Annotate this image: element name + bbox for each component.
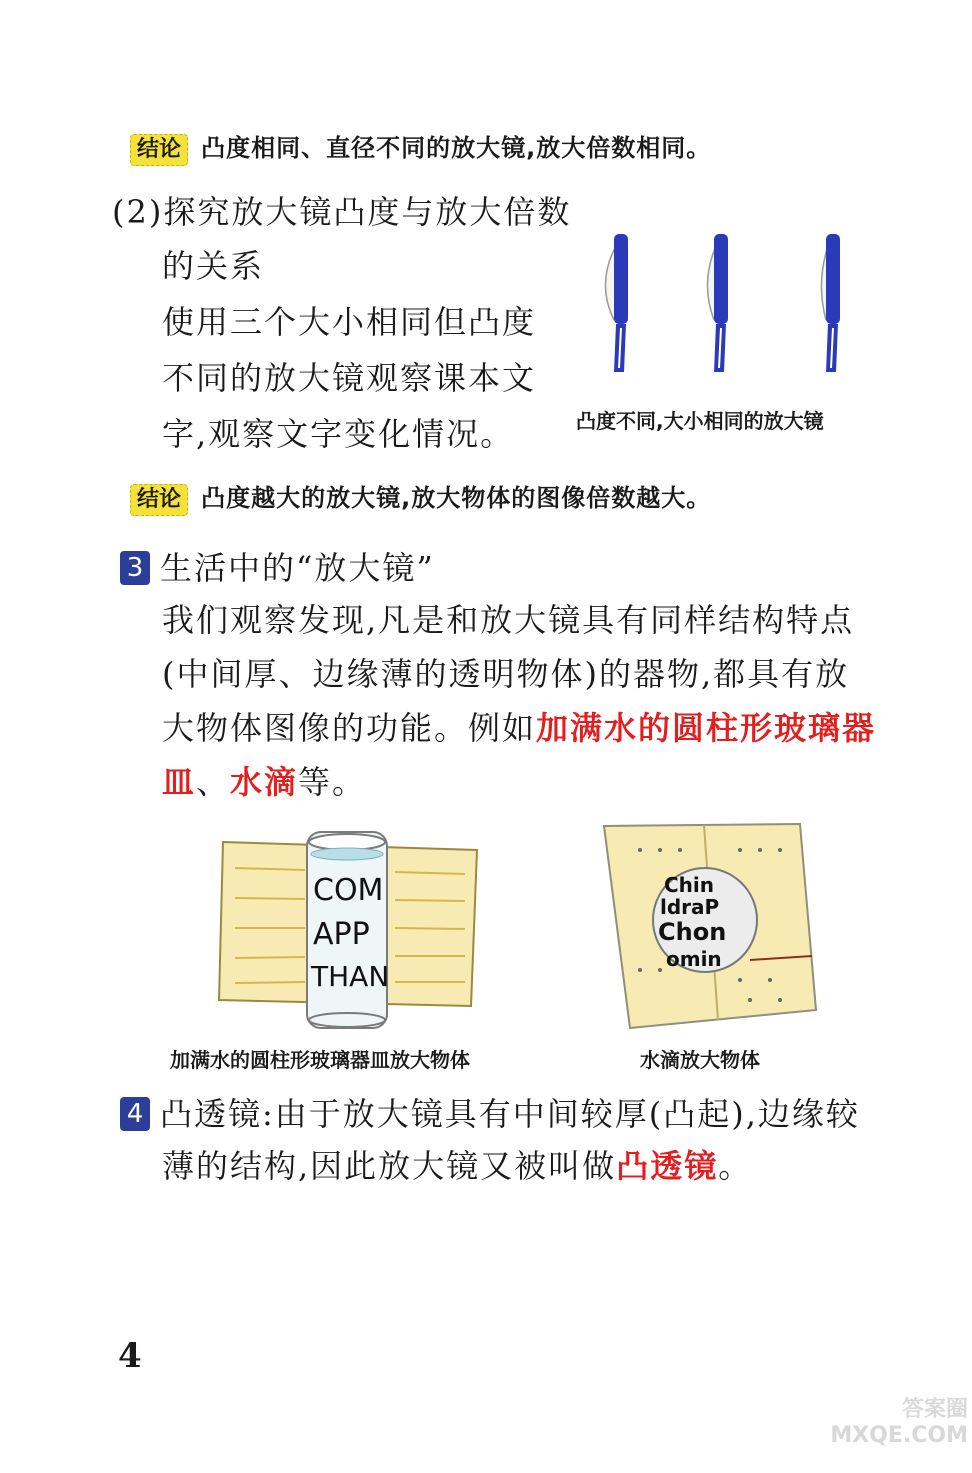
drop-text: Chon: [658, 918, 727, 946]
paragraph-text: 大物体图像的功能。例如: [162, 709, 537, 747]
conclusion-text: 凸度越大的放大镜,放大物体的图像倍数越大。: [201, 484, 712, 512]
glass-caption: 加满水的圆柱形玻璃器皿放大物体: [170, 1048, 470, 1072]
drop-text: Chin: [664, 873, 715, 897]
section-3-paragraph: (中间厚、边缘薄的透明物体)的器物,都具有放: [162, 655, 850, 693]
section-3-paragraph: [162, 700, 876, 756]
section-4-text: [162, 1138, 752, 1194]
watermark: 答案圈 MXQE.COM: [830, 1397, 968, 1448]
magnifier-1: [605, 234, 628, 372]
highlight-text: 加满水的圆柱形玻璃器: [536, 709, 877, 747]
section-2-text: 使用三个大小相同但凸度: [162, 303, 537, 341]
section-2-heading: (2)探究放大镜凸度与放大倍数: [112, 193, 572, 231]
highlight-text: 凸透镜: [616, 1147, 719, 1185]
page-number: 4: [118, 1336, 142, 1376]
magnifier-2: [707, 234, 728, 372]
glass-text: COM: [313, 873, 384, 908]
section-title: 生活中的“放大镜”: [160, 549, 435, 587]
drop-text: ldraP: [660, 895, 720, 919]
paragraph-text: 。: [718, 1147, 753, 1185]
water-drop-illustration: [600, 820, 825, 1035]
glass-text: THAN: [311, 960, 390, 993]
conclusion-1: [130, 128, 711, 166]
paragraph-text: 薄的结构,因此放大镜又被叫做: [162, 1147, 617, 1185]
highlight-text: 皿: [162, 763, 197, 801]
conclusion-text: 凸度相同、直径不同的放大镜,放大倍数相同。: [201, 134, 712, 162]
section-2-text: 的关系: [162, 247, 265, 285]
section-2-text: 字,观察文字变化情况。: [162, 415, 515, 453]
conclusion-2: [130, 478, 711, 516]
conclusion-tag: 结论: [130, 134, 188, 166]
section-number: 4: [120, 1097, 150, 1131]
section-3-paragraph: [162, 754, 366, 810]
section-3-paragraph: 我们观察发现,凡是和放大镜具有同样结构特点: [162, 601, 855, 639]
water-glass-illustration: [215, 828, 485, 1033]
section-4-heading: [120, 1086, 860, 1142]
conclusion-tag: 结论: [130, 484, 188, 516]
section-2-text: 不同的放大镜观察课本文: [162, 359, 537, 397]
paragraph-text: 、: [196, 763, 231, 801]
highlight-text: 水滴: [230, 763, 299, 801]
magnifier-3: [821, 234, 840, 372]
drop-text: omin: [666, 947, 722, 971]
glass-text: APP: [313, 917, 370, 952]
magnifiers-illustration: [590, 228, 860, 378]
magnifiers-caption: 凸度不同,大小相同的放大镜: [576, 409, 824, 433]
drop-caption: 水滴放大物体: [640, 1048, 760, 1072]
section-4-text: 凸透镜:由于放大镜具有中间较厚(凸起),边缘较: [160, 1095, 860, 1133]
section-3-heading: [120, 540, 435, 596]
paragraph-text: 等。: [298, 763, 367, 801]
section-number: 3: [120, 551, 150, 585]
